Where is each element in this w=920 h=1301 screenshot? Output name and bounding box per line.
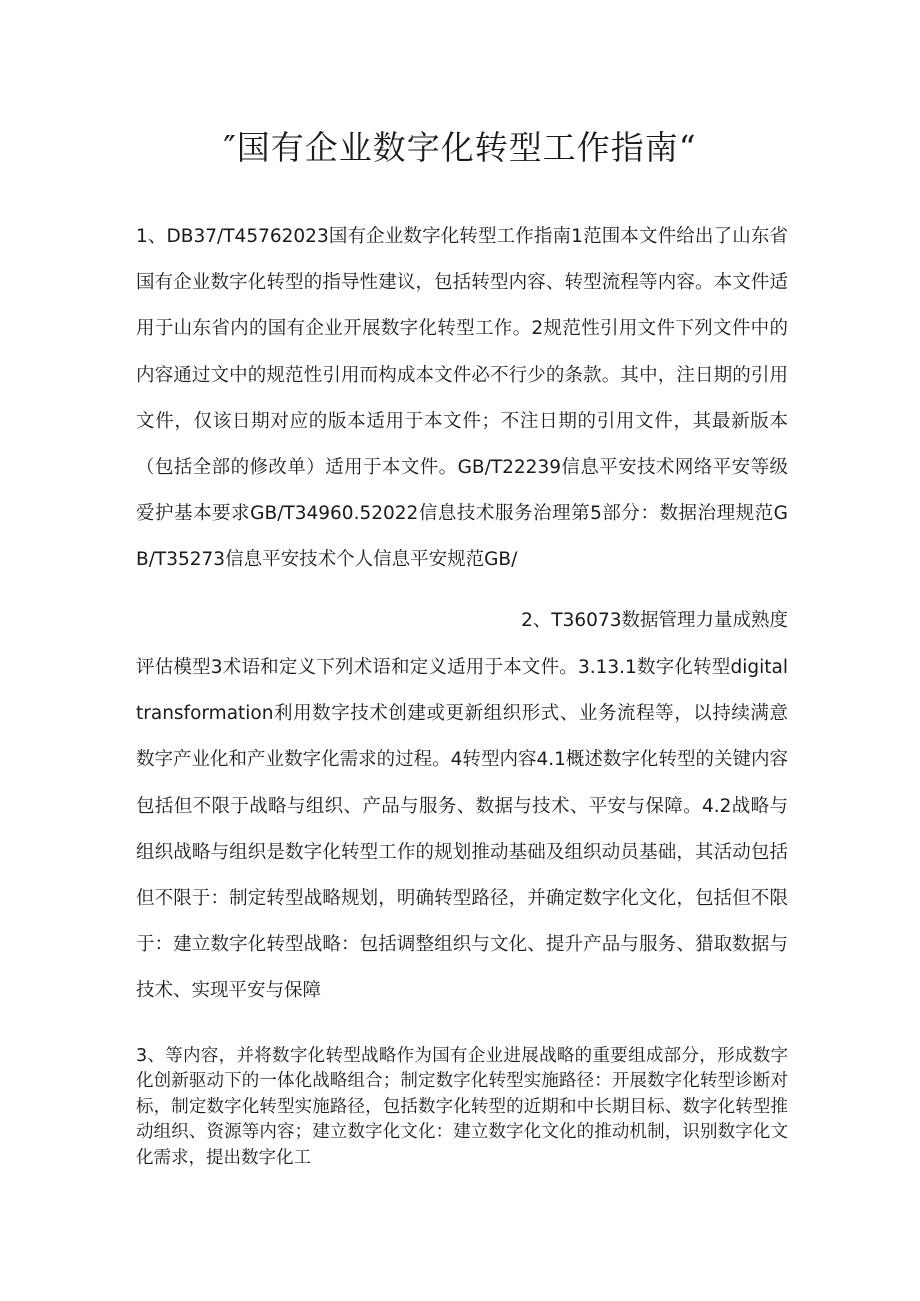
paragraph-3: 3、等内容，并将数字化转型战略作为国有企业进展战略的重要组成部分，形成数字化创新驱动下的一体化战略组合；制定数字化转型实施路径：开展数字化转型诊断对标，制定数字化转型实施路径，包括数字化转型的近期和中长期目标、数字化转型推动组织、资源等内容；建立数字化文化：建立数字化文化的推动机制，识别数字化文化需求，提出数字化工 xyxy=(136,1046,788,1168)
paragraph-1: 1、DB37/T45762023国有企业数字化转型工作指南1范围本文件给出了山东省国有企业数字化转型的指导性建议，包括转型内容、转型流程等内容。本文件适用于山东省内的国有企业开展数字化转型工作。2规范性引用文件下列文件中的内容通过文中的规范性引用而构成本文件必不行少的条款。其中，注日期的引用文件，仅该日期对应的版本适用于本文件；不注日期的引用文件，其最新版本（包括全部的修改单）适用于本文件。GB/T22239信息平安技术网络平安等级爱护基本要求GB/T34960.52022信息技术服务治理第5部分：数据治理规范GB/T35273信息平安技术个人信息平安规范GB/ xyxy=(136,226,788,571)
paragraph-1-right-aligned-line: 2、T36073数据管理力量成熟度 xyxy=(521,610,788,631)
paragraph-2: 评估模型3术语和定义下列术语和定义适用于本文件。3.13.1数字化转型digitaltransformation利用数字技术创建或更新组织形式、业务流程等，以持续满意数字产业化和产业数字化需求的过程。4转型内容4.1概述数字化转型的关键内容包括但不限于战略与组织、产品与服务、数据与技术、平安与保障。4.2战略与组织战略与组织是数字化转型工作的规划推动基础及组织动员基础，其活动包括但不限于：制定转型战略规划，明确转型路径，并确定数字化文化，包括但不限于：建立数字化转型战略：包括调整组织与文化、提升产品与服务、猎取数据与技术、实现平安与保障 xyxy=(136,657,788,1002)
document-title: ″国有企业数字化转型工作指南“ xyxy=(223,128,697,167)
